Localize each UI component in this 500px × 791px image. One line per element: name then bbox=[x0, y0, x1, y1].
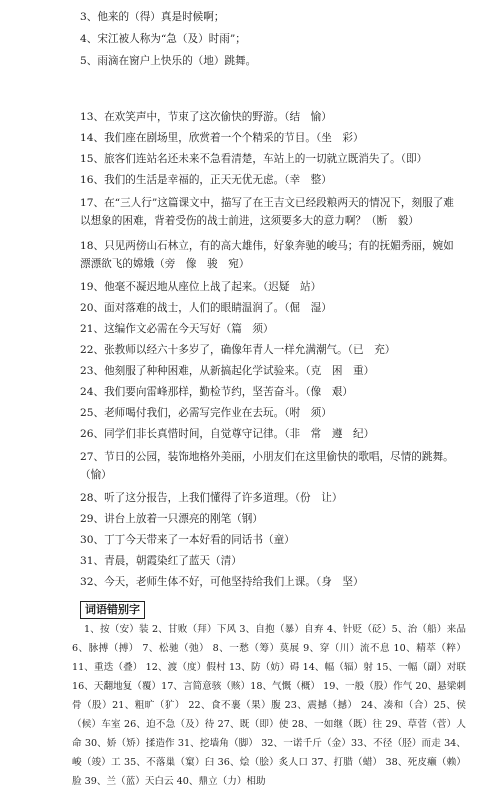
sentence-item: 17、在“三人行”这篇课文中，描写了在王吉文已经段粮两天的情况下，刻服了难以想象的困难，背着受伤的战士前进，这须要多大的意力啊？（断 毅） bbox=[80, 197, 454, 227]
sentence-item: 31、青晨，朝霞染红了蓝天（清） bbox=[80, 555, 242, 567]
sentence-item: 25、老师喝付我们，必需写完作业在去玩。（咐 须） bbox=[80, 407, 332, 419]
sentence-item: 24、我们要向雷峰那样，勤检节约，坚苦奋斗。（像 艰） bbox=[80, 386, 354, 398]
sentence-item: 27、节日的公园，装饰地格外美丽，小朋友们在这里偷快的歌唱，尽情的跳舞。（愉） bbox=[80, 451, 454, 481]
sentence-item: 4、宋江被人称为“急（及）时雨”； bbox=[80, 33, 246, 45]
sentence-item: 3、他来的（得）真是时候啊； bbox=[80, 11, 225, 23]
sentence-item: 32、今天，老师生体不好，可他坚持给我们上课。（身 坚） bbox=[80, 576, 364, 588]
section-title: 词语错别字 bbox=[80, 601, 145, 619]
sentence-item: 14、我们座在剧场里，欣赏着一个个精采的节目。（坐 彩） bbox=[80, 132, 364, 144]
sentence-item: 23、他刻服了种种困难，从新搞起化学试验来。（克 困 重） bbox=[80, 365, 375, 377]
sentence-item: 16、我们的生活是幸福的，正天无优无虑。（幸 整） bbox=[80, 174, 332, 186]
sentence-item: 21、这编作文必需在今天写好（篇 须） bbox=[80, 323, 274, 335]
sentence-item: 20、面对落难的战士，人们的眼睛温润了。（倔 湿） bbox=[80, 302, 332, 314]
vocab-paragraph: 1、按（安）装 2、甘败（拜）下风 3、自抱（暴）自弃 4、针贬（砭）5、治（船）来品 6、脉搏（搏） 7、松驰（弛） 8、一愁（筹）莫展 9、穿（川）流不息 10、精萃（粹）11、重迭（叠） 12、渡（度）假村 13、防（妨）碍 14、幅（辐）射 15、一幅（副）对联 16、天翻地复（覆）17、言简意骇（赅）18、气慨（概） 19、一般（股）作气 20、悬梁刺骨（股）21、粗旷（犷） 22、食不裹（果）腹 23、震撼（撼） 24、凑和（合）25、侯（候）车室 26、迫不急（及）待 27、既（即）使 28、一如继（既）往 29、草菅（菅）人命 30、娇（矫）揉造作 31、挖墙角（脚） 32、一诺千斤（金）33、不径（胫）而走 34、峻（竣）工 35、不落巢（窠）臼 36、烩（脍）炙人口 37、打腊（蜡） 38、死皮癞（赖）脸 39、兰（蓝）天白云 40、鼎立（力）相助 bbox=[72, 624, 466, 787]
sentence-item: 29、讲台上放着一只漂亮的刚笔（钢） bbox=[80, 513, 263, 525]
sentence-item: 22、张教师以经六十多岁了，确像年青人一样允满潮气。（已 充） bbox=[80, 344, 396, 356]
sentence-item: 5、雨滴在窗户上快乐的（地）跳舞。 bbox=[80, 55, 257, 67]
sentence-item: 28、听了这分报告，上我们懂得了许多道理。（份 让） bbox=[80, 492, 343, 504]
sentence-item: 30、丁丁今天带来了一本好看的同话书（童） bbox=[80, 534, 295, 546]
sentence-item: 15、旅客们连站名还未来不急看清楚，车站上的一切就立既消失了。（即） bbox=[80, 153, 428, 165]
sentence-item: 13、在欢笑声中，节束了这次偷快的野游。（结 愉） bbox=[80, 111, 332, 123]
sentence-item: 19、他毫不凝迟地从座位上战了起来。（迟疑 站） bbox=[80, 281, 322, 293]
sentence-item: 18、只见两傍山石林立，有的高大雄伟，好象奔驰的峻马；有的抚媚秀丽，婉如漂漂欲飞的嫦娥（旁 像 骏 宛） bbox=[80, 240, 454, 270]
sentence-item: 26、同学们非长真惜时间，自觉尊守记律。（非 常 遵 纪） bbox=[80, 428, 375, 440]
section-header bbox=[80, 598, 145, 619]
